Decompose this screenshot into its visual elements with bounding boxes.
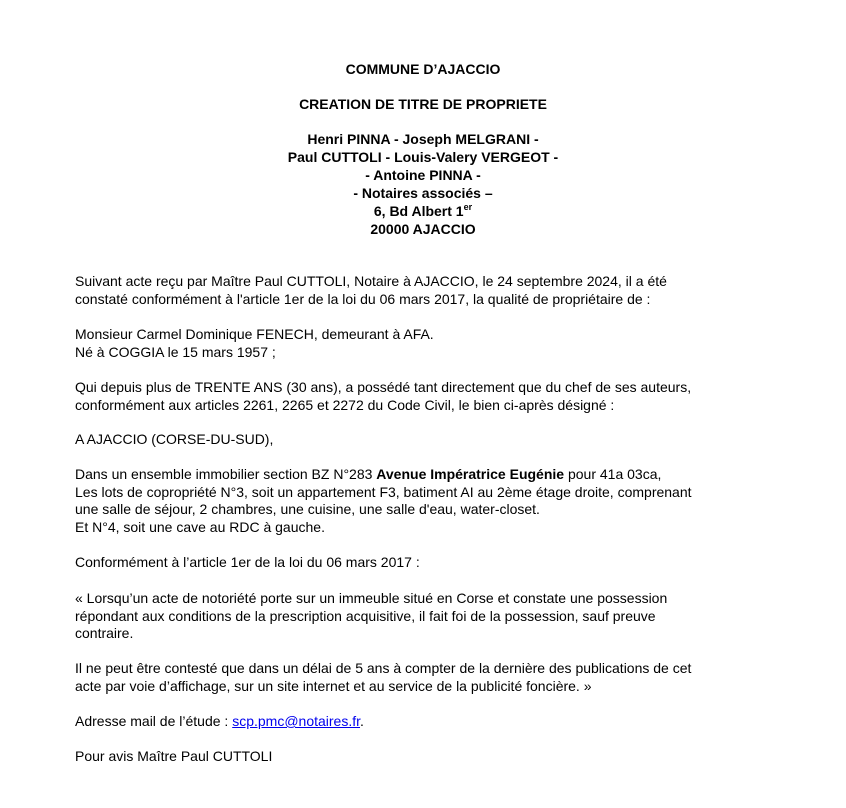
location-paragraph: [75, 431, 775, 449]
property-paragraph: [75, 466, 775, 536]
property-line-4: Et N°4, soit une cave au RDC à gauche.: [75, 518, 325, 535]
email-line: [75, 713, 775, 731]
owner-line-1: Monsieur Carmel Dominique FENECH, demeurant à AFA.: [75, 326, 434, 342]
conformement-line: Conformément à l’article 1er de la loi du 06 mars 2017 :: [75, 554, 420, 570]
office-postal: 20000 AJACCIO: [370, 221, 476, 237]
office-address: [0, 202, 846, 220]
quote1-line-1: « Lorsqu’un acte de notoriété porte sur un immeuble situé en Corse et constate une possession: [75, 590, 668, 606]
email-end: .: [360, 713, 364, 729]
property-line-2: Les lots de copropriété N°3, soit un appartement F3, batiment AI au 2ème étage droite, comprenant: [75, 483, 692, 500]
possession-line-2: conformément aux articles 2261, 2265 et 2272 du Code Civil, le bien ci-après désigné :: [75, 396, 615, 413]
notaires-line-2: Paul CUTTOLI - Louis-Valery VERGEOT -: [287, 149, 559, 165]
quote2-line-1: Il ne peut être contesté que dans un délai de 5 ans à compter de la dernière des publications de cet: [75, 660, 692, 676]
possession-line-1: Qui depuis plus de TRENTE ANS (30 ans), a possédé tant directement que du chef de ses auteurs,: [75, 379, 692, 395]
quote1-line-2: répondant aux conditions de la prescription acquisitive, il fait foi de la possession, sauf preuve: [75, 607, 656, 624]
office-address-superscript: er: [463, 202, 473, 212]
intro-line-2: constaté conformément à l'article 1er de la loi du 06 mars 2017, la qualité de propriétaire de :: [75, 290, 651, 307]
property-line-1-end: pour 41a 03ca,: [564, 466, 662, 482]
property-line-1-start: Dans un ensemble immobilier section BZ N°283: [75, 466, 377, 482]
email-paragraph: [75, 713, 775, 731]
possession-paragraph: [75, 379, 775, 414]
owner-line-2: Né à COGGIA le 15 mars 1957 ;: [75, 343, 276, 360]
property-line-1: [75, 466, 775, 484]
commune-title: COMMUNE D’AJACCIO: [345, 61, 501, 77]
notaires-line-1: Henri PINNA - Joseph MELGRANI -: [307, 131, 539, 147]
email-link[interactable]: scp.pmc@notaires.fr: [232, 713, 361, 729]
notaires-block: [0, 130, 846, 238]
property-street: Avenue Impératrice Eugénie: [376, 466, 565, 482]
notaires-line-4: - Notaires associés –: [353, 185, 493, 201]
conformement-paragraph: [75, 554, 775, 572]
document-title: CREATION DE TITRE DE PROPRIETE: [299, 96, 547, 112]
quote1-line-3: contraire.: [75, 625, 134, 641]
location-line: A AJACCIO (CORSE-DU-SUD),: [75, 431, 274, 447]
property-line-3: une salle de séjour, 2 chambres, une cuisine, une salle d'eau, water-closet.: [75, 501, 540, 517]
notaires-line-3: - Antoine PINNA -: [365, 167, 481, 183]
quote2-line-2: acte par voie d’affichage, sur un site internet et au service de la publicité foncière. »: [75, 677, 592, 694]
intro-paragraph: [75, 273, 775, 308]
office-address-main: 6, Bd Albert 1: [373, 203, 464, 219]
email-label: Adresse mail de l’étude :: [75, 713, 233, 729]
quote-paragraph-1: [75, 590, 775, 643]
signature-paragraph: [75, 748, 775, 766]
signature-line: Pour avis Maître Paul CUTTOLI: [75, 748, 273, 764]
intro-line-1: Suivant acte reçu par Maître Paul CUTTOLI, Notaire à AJACCIO, le 24 septembre 2024, il a été: [75, 273, 667, 289]
quote-paragraph-2: [75, 660, 775, 695]
owner-paragraph: [75, 326, 775, 361]
